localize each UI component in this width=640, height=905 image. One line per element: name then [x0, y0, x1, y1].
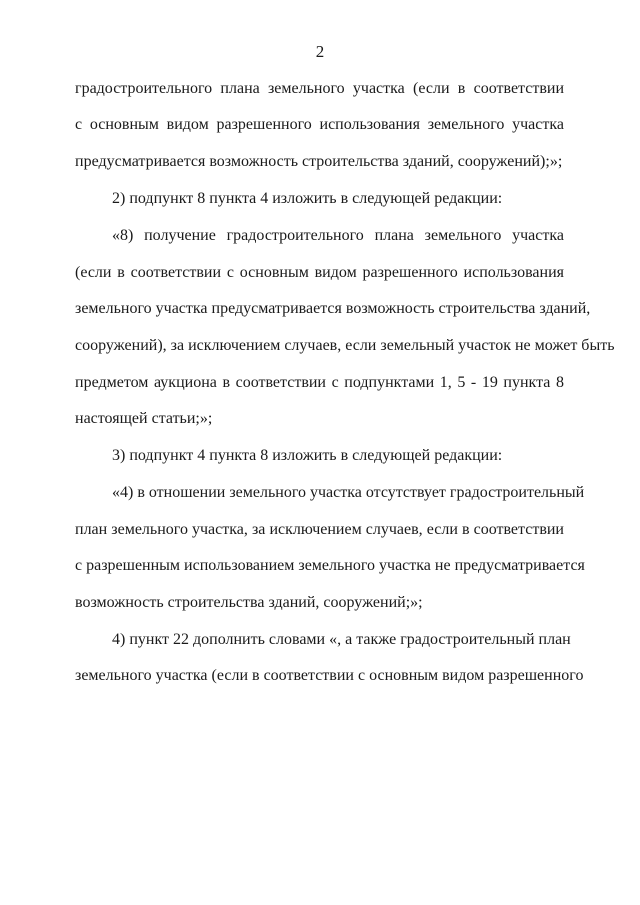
- text-line: 4) пункт 22 дополнить словами «, а также градостроительный план: [112, 631, 571, 648]
- text-line: 2) подпункт 8 пункта 4 изложить в следующей редакции:: [112, 190, 503, 207]
- text-line: градостроительного плана земельного участка (если в соответствии: [75, 80, 564, 97]
- text-line: предметом аукциона в соответствии с подпунктами 1, 5 - 19 пункта 8: [75, 374, 564, 391]
- text-line: (если в соответствии с основным видом разрешенного использования: [75, 264, 564, 281]
- text-line: настоящей статьи;»;: [75, 410, 213, 427]
- text-line: 3) подпункт 4 пункта 8 изложить в следующей редакции:: [112, 447, 503, 464]
- text-line: предусматривается возможность строительства зданий, сооружений);»;: [75, 153, 563, 170]
- text-line: с основным видом разрешенного использования земельного участка: [75, 116, 564, 133]
- text-line: возможность строительства зданий, сооружений;»;: [75, 594, 423, 611]
- text-line: сооружений), за исключением случаев, если земельный участок не может быть: [75, 337, 615, 354]
- text-line: с разрешенным использованием земельного участка не предусматривается: [75, 557, 585, 574]
- text-line: земельного участка (если в соответствии с основным видом разрешенного: [75, 667, 584, 684]
- text-line: «8) получение градостроительного плана земельного участка: [112, 227, 564, 244]
- text-line: земельного участка предусматривается возможность строительства зданий,: [75, 300, 591, 317]
- page-number: 2: [315, 42, 325, 61]
- text-line: «4) в отношении земельного участка отсутствует градостроительный: [112, 484, 585, 501]
- text-line: план земельного участка, за исключением случаев, если в соответствии: [75, 521, 564, 538]
